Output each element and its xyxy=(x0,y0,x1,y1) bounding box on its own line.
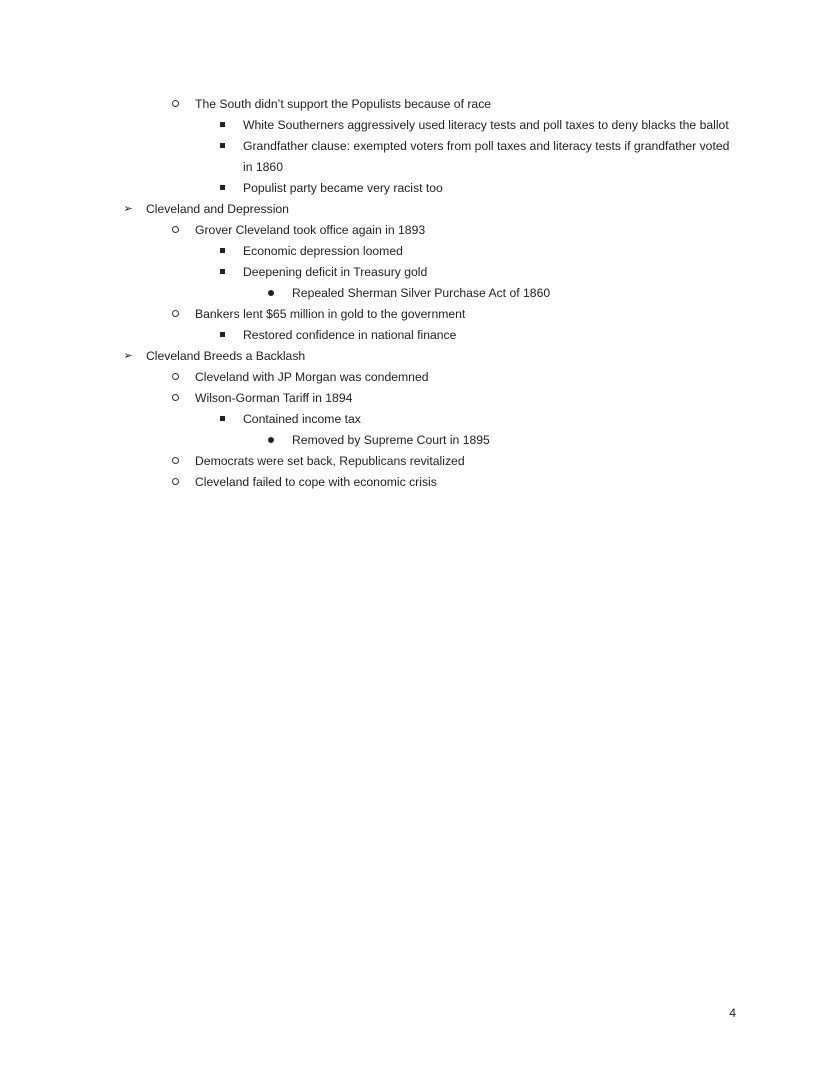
list-item xyxy=(0,367,828,388)
list-item-text: The South didn’t support the Populists because of race xyxy=(195,97,492,111)
square-bullet-icon xyxy=(215,325,229,346)
list-item xyxy=(0,283,828,304)
arrow-bullet-icon: ➢ xyxy=(123,350,133,362)
list-item xyxy=(0,451,828,472)
list-item-text: Cleveland with JP Morgan was condemned xyxy=(195,370,429,384)
square-bullet-icon xyxy=(215,115,229,136)
square-bullet-icon xyxy=(215,241,229,262)
list-item-text: Removed by Supreme Court in 1895 xyxy=(292,433,490,447)
square-bullet-icon xyxy=(215,178,229,199)
list-item-text: in 1860 xyxy=(243,160,283,174)
hollow-circle-bullet-icon xyxy=(168,220,182,241)
list-item xyxy=(0,241,828,262)
list-item-text: Cleveland failed to cope with economic crisis xyxy=(195,475,437,489)
hollow-circle-bullet-icon xyxy=(168,304,182,325)
list-item xyxy=(0,409,828,430)
list-item-text: Wilson-Gorman Tariff in 1894 xyxy=(195,391,353,405)
hollow-circle-bullet-icon xyxy=(168,94,182,115)
list-item-text: Restored confidence in national finance xyxy=(243,328,457,342)
list-item xyxy=(0,304,828,325)
list-item xyxy=(0,94,828,115)
square-bullet-icon xyxy=(215,136,229,157)
list-item-text: Repealed Sherman Silver Purchase Act of 1860 xyxy=(292,286,551,300)
square-bullet-icon xyxy=(215,262,229,283)
list-item-continuation xyxy=(0,157,828,178)
arrow-bullet-icon: ➢ xyxy=(123,203,133,215)
list-item-text: Populist party became very racist too xyxy=(243,181,443,195)
list-item-text: White Southerners aggressively used literacy tests and poll taxes to deny blacks the ballot xyxy=(243,118,729,132)
list-item-text: Deepening deficit in Treasury gold xyxy=(243,265,428,279)
page-number: 4 xyxy=(729,1006,736,1020)
list-item-text: Grover Cleveland took office again in 1893 xyxy=(195,223,426,237)
list-item xyxy=(0,199,828,220)
list-item-text: Economic depression loomed xyxy=(243,244,403,258)
list-item xyxy=(0,136,828,157)
disc-bullet-icon xyxy=(264,283,278,304)
list-item-text: Grandfather clause: exempted voters from poll taxes and literacy tests if grandfather voted xyxy=(243,139,730,153)
disc-bullet-icon xyxy=(264,430,278,451)
square-bullet-icon xyxy=(215,409,229,430)
hollow-circle-bullet-icon xyxy=(168,367,182,388)
hollow-circle-bullet-icon xyxy=(168,388,182,409)
list-item xyxy=(0,346,828,367)
list-item xyxy=(0,115,828,136)
list-item xyxy=(0,262,828,283)
list-item xyxy=(0,220,828,241)
list-item xyxy=(0,430,828,451)
list-item xyxy=(0,325,828,346)
hollow-circle-bullet-icon xyxy=(168,451,182,472)
list-item xyxy=(0,388,828,409)
list-item-text: Bankers lent $65 million in gold to the government xyxy=(195,307,466,321)
outline-notes xyxy=(0,94,828,493)
section-heading-text: Cleveland Breeds a Backlash xyxy=(146,349,306,363)
list-item-text: Democrats were set back, Republicans revitalized xyxy=(195,454,465,468)
section-heading-text: Cleveland and Depression xyxy=(146,202,289,216)
list-item xyxy=(0,472,828,493)
list-item-text: Contained income tax xyxy=(243,412,361,426)
list-item xyxy=(0,178,828,199)
hollow-circle-bullet-icon xyxy=(168,472,182,493)
